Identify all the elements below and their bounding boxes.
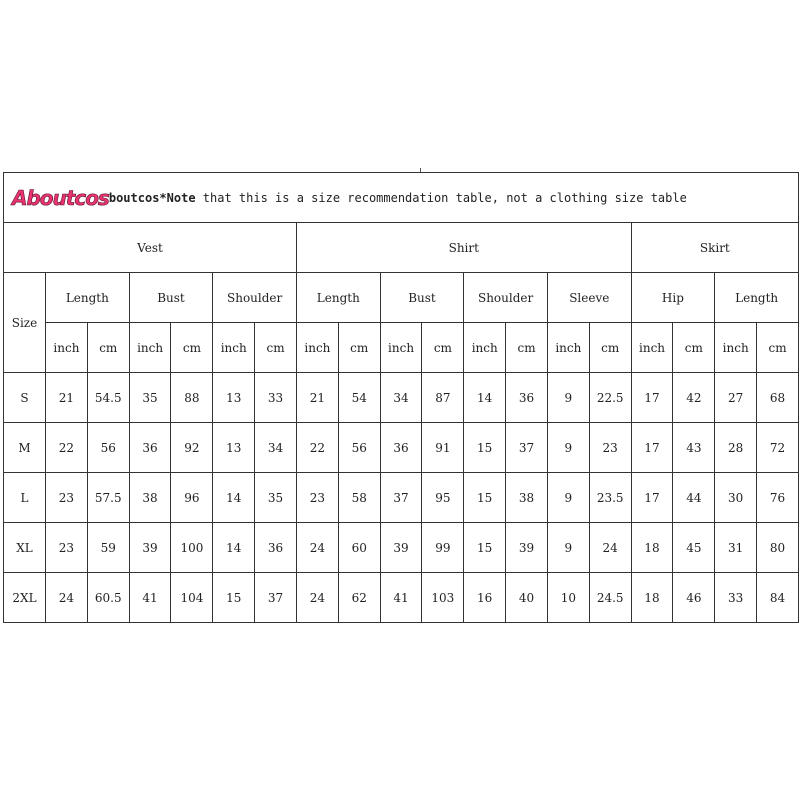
table-cell: 92 [171, 423, 213, 473]
size-chart [3, 172, 798, 628]
table-cell: 76 [757, 473, 799, 523]
measure-header: Bust [380, 273, 464, 323]
table-cell: 39 [129, 523, 171, 573]
unit-header: cm [422, 323, 464, 373]
table-cell: 15 [464, 523, 506, 573]
table-cell: 23.5 [589, 473, 631, 523]
table-cell: 100 [171, 523, 213, 573]
table-cell: 23 [296, 473, 338, 523]
unit-header: inch [46, 323, 88, 373]
size-label: 2XL [4, 573, 46, 623]
table-cell: 96 [171, 473, 213, 523]
table-cell: 60 [338, 523, 380, 573]
unit-header: inch [296, 323, 338, 373]
table-cell: 44 [673, 473, 715, 523]
table-cell: 38 [129, 473, 171, 523]
table-cell: 27 [715, 373, 757, 423]
table-cell: 17 [631, 373, 673, 423]
table-cell: 13 [213, 423, 255, 473]
measure-header: Hip [631, 273, 715, 323]
table-row [4, 473, 799, 523]
unit-header: inch [464, 323, 506, 373]
table-cell: 80 [757, 523, 799, 573]
table-cell: 21 [296, 373, 338, 423]
table-cell: 16 [464, 573, 506, 623]
unit-header: cm [255, 323, 297, 373]
measure-header: Bust [129, 273, 213, 323]
group-header-row [4, 223, 799, 273]
group-skirt: Skirt [631, 223, 798, 273]
table-cell: 95 [422, 473, 464, 523]
table-cell: 41 [380, 573, 422, 623]
table-row [4, 373, 799, 423]
table-cell: 56 [87, 423, 129, 473]
table-cell: 24.5 [589, 573, 631, 623]
note-label: boutcos*Note [108, 190, 196, 205]
note-cell [4, 173, 799, 223]
table-cell: 36 [129, 423, 171, 473]
note-text: that this is a size recommendation table, not a clothing size table [195, 190, 687, 205]
table-cell: 15 [464, 473, 506, 523]
table-cell: 10 [547, 573, 589, 623]
measure-header: Shoulder [464, 273, 548, 323]
table-cell: 36 [506, 373, 548, 423]
table-cell: 99 [422, 523, 464, 573]
table-cell: 42 [673, 373, 715, 423]
table-cell: 56 [338, 423, 380, 473]
group-shirt: Shirt [296, 223, 631, 273]
size-header: Size [4, 273, 46, 373]
table-cell: 23 [589, 423, 631, 473]
table-cell: 54.5 [87, 373, 129, 423]
table-cell: 60.5 [87, 573, 129, 623]
table-cell: 13 [213, 373, 255, 423]
unit-header: cm [673, 323, 715, 373]
table-cell: 18 [631, 523, 673, 573]
table-cell: 23 [46, 523, 88, 573]
brand-logo: Aboutcos [12, 185, 109, 210]
size-table [3, 172, 799, 623]
unit-header: cm [757, 323, 799, 373]
table-cell: 22.5 [589, 373, 631, 423]
table-cell: 33 [715, 573, 757, 623]
table-row [4, 523, 799, 573]
table-cell: 68 [757, 373, 799, 423]
table-cell: 104 [171, 573, 213, 623]
table-cell: 9 [547, 423, 589, 473]
size-label: L [4, 473, 46, 523]
table-cell: 41 [129, 573, 171, 623]
table-cell: 28 [715, 423, 757, 473]
table-cell: 17 [631, 423, 673, 473]
table-cell: 9 [547, 373, 589, 423]
table-cell: 103 [422, 573, 464, 623]
note-row [4, 173, 799, 223]
table-cell: 91 [422, 423, 464, 473]
table-cell: 62 [338, 573, 380, 623]
table-cell: 9 [547, 523, 589, 573]
measure-header: Length [46, 273, 130, 323]
size-label: S [4, 373, 46, 423]
table-cell: 34 [380, 373, 422, 423]
table-cell: 21 [46, 373, 88, 423]
table-cell: 36 [380, 423, 422, 473]
measure-header: Sleeve [547, 273, 631, 323]
table-cell: 18 [631, 573, 673, 623]
table-cell: 24 [589, 523, 631, 573]
table-cell: 37 [506, 423, 548, 473]
unit-header: inch [631, 323, 673, 373]
unit-header: inch [715, 323, 757, 373]
table-cell: 22 [296, 423, 338, 473]
table-cell: 17 [631, 473, 673, 523]
table-cell: 24 [296, 523, 338, 573]
group-vest: Vest [4, 223, 297, 273]
unit-header: cm [87, 323, 129, 373]
table-cell: 43 [673, 423, 715, 473]
table-row [4, 573, 799, 623]
table-cell: 39 [380, 523, 422, 573]
table-cell: 35 [255, 473, 297, 523]
table-cell: 34 [255, 423, 297, 473]
size-label: M [4, 423, 46, 473]
size-label: XL [4, 523, 46, 573]
table-cell: 31 [715, 523, 757, 573]
table-cell: 84 [757, 573, 799, 623]
table-cell: 40 [506, 573, 548, 623]
table-cell: 33 [255, 373, 297, 423]
table-cell: 37 [255, 573, 297, 623]
table-cell: 15 [213, 573, 255, 623]
table-cell: 87 [422, 373, 464, 423]
unit-header: cm [338, 323, 380, 373]
table-cell: 39 [506, 523, 548, 573]
table-cell: 36 [255, 523, 297, 573]
measure-header: Length [296, 273, 380, 323]
table-cell: 72 [757, 423, 799, 473]
unit-header: cm [589, 323, 631, 373]
table-cell: 38 [506, 473, 548, 523]
table-cell: 45 [673, 523, 715, 573]
table-cell: 23 [46, 473, 88, 523]
unit-header: inch [213, 323, 255, 373]
table-cell: 14 [213, 523, 255, 573]
data-rows [4, 373, 799, 623]
unit-header: inch [129, 323, 171, 373]
table-cell: 88 [171, 373, 213, 423]
table-cell: 46 [673, 573, 715, 623]
unit-header-row [4, 323, 799, 373]
measure-header: Length [715, 273, 799, 323]
table-cell: 24 [46, 573, 88, 623]
table-cell: 15 [464, 423, 506, 473]
table-cell: 14 [213, 473, 255, 523]
unit-header: inch [547, 323, 589, 373]
unit-header: cm [506, 323, 548, 373]
unit-header: cm [171, 323, 213, 373]
table-cell: 14 [464, 373, 506, 423]
table-cell: 24 [296, 573, 338, 623]
table-cell: 30 [715, 473, 757, 523]
unit-header: inch [380, 323, 422, 373]
table-cell: 9 [547, 473, 589, 523]
table-cell: 58 [338, 473, 380, 523]
table-cell: 54 [338, 373, 380, 423]
table-cell: 59 [87, 523, 129, 573]
table-cell: 57.5 [87, 473, 129, 523]
table-row [4, 423, 799, 473]
measure-header: Shoulder [213, 273, 297, 323]
table-cell: 22 [46, 423, 88, 473]
table-cell: 35 [129, 373, 171, 423]
table-cell: 37 [380, 473, 422, 523]
measure-header-row [4, 273, 799, 323]
